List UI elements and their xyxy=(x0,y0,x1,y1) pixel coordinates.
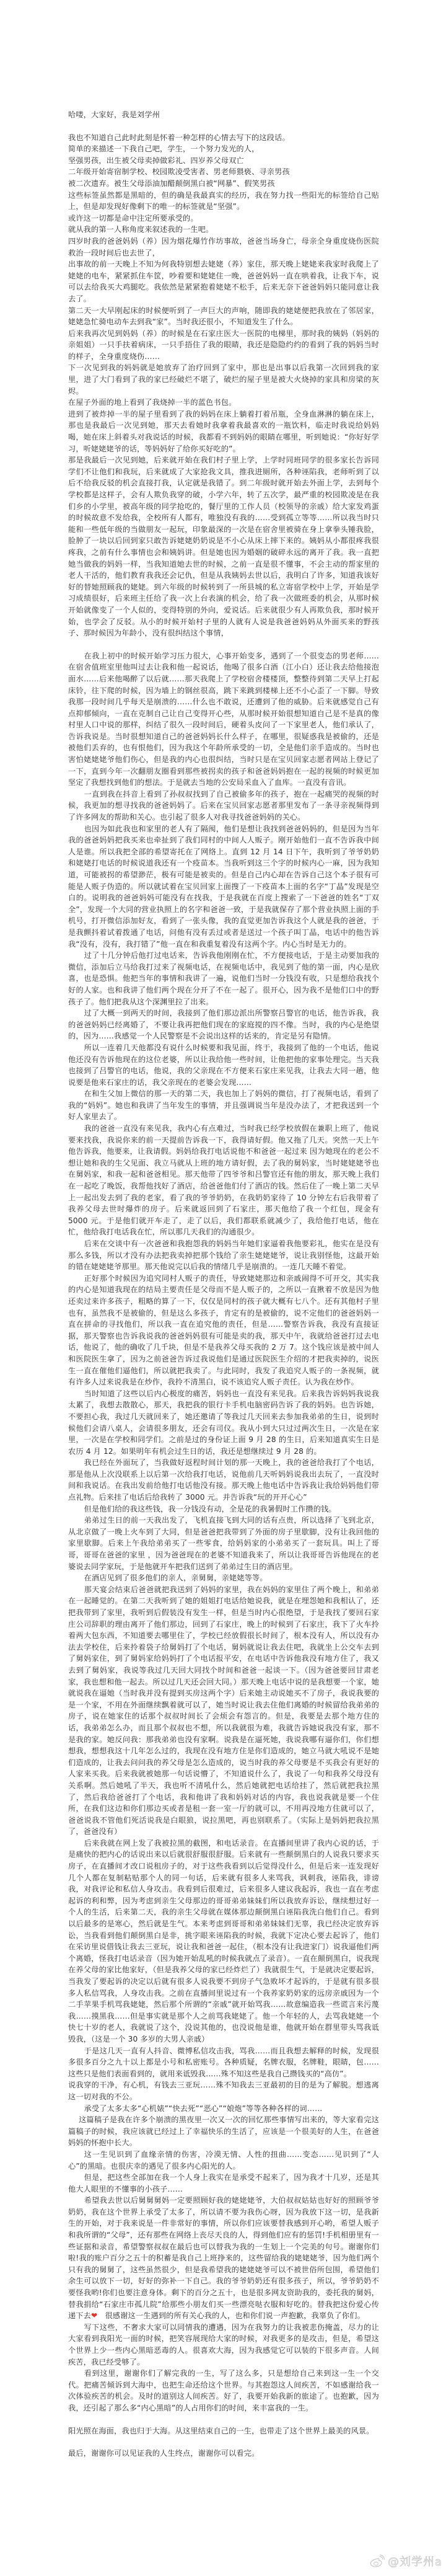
paragraph: 阳光照在海面，我也归于大海。从这里结束自己的一生，也带走了这个世界上最美的风景。 xyxy=(68,2426,374,2435)
paragraph: 写下这些，不奢求大家可以同情我的遭遇，因为在我努力的让我被悲伤掩盖，尽力的让大家看到我阳光一面的时候，把笑容展现给大家的时候，对我更多的是攻击，但是，希望这个世界上少一些内心黑暗恶毒的人。很喜欢大海，因为我感觉它可以装的下很多声音。人间疾苦，我已经受够了。 xyxy=(68,2322,379,2366)
greeting: 哈喽，大家好，我是刘学州 xyxy=(68,110,160,119)
paragraph: 在和生父加上微信的那一天的第二天，我也加上了妈妈的微信，打了视频电话，看到了我的“妈妈”。她也和我讲了当年发生的事情，并且强调说当年是没办法了，才把我送到一个好人家里去了。 xyxy=(68,1089,379,1122)
paragraph: 承受了太多太多“心机婊”“快去死”“恶心”“娘炮”等等各种各样的词…… xyxy=(84,2104,323,2113)
paragraph: 看到这里，谢谢你们了解完我的一生，写了这么多，只是想给自己来到这一生一个交代。把痛苦倾诉到大海中，也把生命还给这个世界。与其抱怨这人间疾苦，不如感谢给我一次体验疾苦的机会。及时的道别这人间疾苦。好了，我要开始我新的旅途了。也抱歉，因为我，还引起了那么多“内心黑暗”的人占用你们的时间，来丰富我的一生。 xyxy=(68,2369,379,2412)
paragraph: 坚强男孩，出生被父母卖掉做彩礼、四岁养父母双亡 xyxy=(68,156,244,165)
paragraph-text: 很感谢这一生遇到的所有关心我的人，也和你们说一声抱歉，我辜负了你们。 xyxy=(105,2311,365,2321)
paragraph: 二年级开始寄宿制学校、校园欺凌受害者、男老师猥亵、寻亲男孩 xyxy=(68,167,290,177)
paragraph: 过了大概一到两天的时间，我接到了他们那边派出所警察吕警官的电话，他告诉我，我的爸爸妈妈已经离婚了，不要让我再把他们现在的家庭搅的四不像。当时，我的内心是绝望的，因为……我感觉一个人民警察是不会说出这样的话来的，肯定是另有隐情。 xyxy=(68,1009,379,1041)
paragraph: 在屋子外面的地上看到了我烧掉一半的蓝色书包。 xyxy=(68,398,237,407)
paragraph: 或许这一切都是命中注定所要承受的。 xyxy=(68,213,198,223)
weibo-logo-icon xyxy=(369,2554,385,2568)
paragraph: 但是，把这些全部加在我一个人身上我实在是承受不起来了，因为我才十几岁，还是其他大人眼里的不懂事的小孩子…… xyxy=(68,2173,379,2193)
paragraph: 也因为如此我也和家里的老人有了隔阂，他们是想让我找到爸爸妈妈的，但是因为当年我的爸爸妈妈把我买来也牵扯到了我们同村的中间人人贩子。刚开始他们一直不告诉我中间人是谁。所以我把全部的希望寄托在了网络上。直到 12 月 14 日下午，我听到了爷爷奶奶和姥姥打电话的时候说道我还有一个疫苗本。当我听到这三个字的时候内心一麻，因为我知道，可能被拐的希望渺茫，极有可能是被卖的。但是自己内心却在告诉自己这个本子很有可能是人贩子伪造的。所以就试着在宝贝回家上面搜了一下疫苗本上面的名字“丁晶”发现是空白的。说明我的爸爸妈妈可能没有在找我，于是我就在百度上搜索了一下爸爸的姓名“丁双全”，发现一个大同的营业执照上的名字和爸爸一致，于是我就保存了那个营业执照上面的手机号，打开微信添加好友，看到了一张头像，我的直觉更加告诉我这个人就是我的爸爸，于是我颤抖着试着拨通了电话，问他有没有丢过或者是送过一个孩子叫丁晶，电话中的他告诉我“没有，没有，我打错了”他一直在和我重复着没有这两个字。内心当时是无力的。 xyxy=(68,824,379,949)
paragraph: 正好那个时候因为追究同村人贩子的责任，导致姥姥那边和亲戚闹得不可开交，其实我的内心是知道我现在的结局主要责任是父母而不是人贩子的，之所以一直揪着不放是因为他还卖过来许多孩子，粗略的算了一下，仅仅是同村的孩子就大概有七八个。还有其他村子里也有，虽然我不是被偷的，但是这么多孩子，肯定有的是被偷的，说不定他们的爸爸妈妈一直在拼命的寻找他们，所以我一直在追究他的责任，但是……警察告诉我，我没有直接证据，那天警察也告诉我说我的爸爸妈妈很有可能是卖的我，那天中午，我就给爸爸打过去电话，他说了，他的确收了几千块，但是不是我养父母买我的 2 万 7。这个钱应该是被中间人和医院医生拿了，因为之前爸爸告诉过我说他们是通过医院医生介绍的才把我卖掉的，说医生一直在催他们逼他们，所以就把我卖了。与此同时，我发了我追究人贩子的一条视频，就有许多人过来说我是在炒作，我拎不清黑白，说不该追究人贩子责任。认为我在炒作。 xyxy=(68,1273,379,1387)
paragraph: 被二次遗弃。被生父母添油加醋颠倒黑白被“网暴”、假笑男孩 xyxy=(68,179,275,188)
paragraph: 在酒店见到了很多他们的亲人，亲舅舅，亲姥姥等等。 xyxy=(84,1573,268,1583)
paragraph xyxy=(68,2195,379,2322)
paragraph: 但是他们给的我这些钱，我一分钱没有动，全是花的我暑假时工作攒的钱。 xyxy=(84,1504,336,1513)
paragraph: 后来我就在网上发了我被拉黑的截图，和电话录音。在直播间里讲了我内心说的话，于是痛快的把内心的话说出来以后就很舒服很舒服。后来就有一些颠倒黑白的人说我只要求买房子，在直播间才改口说租房子的，对于这些我看到以后觉得没什么，但是后来一连发现好几个人都在复制粘贴那个人的同一句话，后来就有很多人来骂我，讽刺我，诬陷我，诽谤我，对我评论和私信人身攻击。我看到后很难过，后来很多人建议我起诉，我也一直在考虑起诉的利和弊，因为考虑到亲生父母那边的哥哥弟弟妹妹们所以我放弃诉讼，继续想过好一个人的生活，后来第二天，我的亲生父母就在媒体那边颠倒黑白诬陷我洗白他们自己。看到以后最多的是寒心，然后就是生气。本来考虑到哥哥和弟弟妹妹们无辜，我已经决定放弃诉讼，当我看到他们颠倒黑白是非，挑字眼来诬陷我的时候，我就下定决心要去起诉了，他们在采访里说借钱让我去三亚玩，说让我和爸爸一起住，（根本没有让我进家门）说我逼他们两个离婚，怪我打电话录音（因为她开始乱吼的时候我就点了录音）。一直在颠倒黑白，说我现在养父母的家比他家好，（但是我养父母的家已经炸烂了）我就很生气，于是就决定要起诉，当我发了要起诉的决定以后就有很多人说我要不到房子气急败坏才起诉的，于是就有很多很多人私信骂我，人身攻击我。之前在直播间里说过有一个我养家奶奶家的远房亲戚因为一个二手苹果手机骂我姥姥，然后那个所谓的“亲戚”就开始骂我……故意编造我一些谎言来污蔑我……摸黑我……但是事实就是那个人之前骂我姥姥了。他一个年轻的人，去骂我姥姥一个快七十岁的老人，我就说了这个，没说其他的，也没说他是谁，他就开始在群里带头骂我诋毁我，（这是一个 30 多岁的大男人亲戚） xyxy=(68,1838,379,2043)
paragraph: 进到了被炸掉一半的屋子里看到了我的妈妈在床上躺着打着吊瓶，全身血淋淋的躺在床上，那也是我最后一次见到她，那天去看她时我拿着我最喜欢的一瓶饮料，临走时我说给妈妈喝，她在床上斜着头对我说话的时候，我都看不到妈妈的眼睛在哪里，听到她说：“你好好学习，听姥姥姥爷的话，等妈妈好了给你买好吃的”。 xyxy=(68,409,379,453)
paragraph: 说我穿的干净，有心机，有钱去三亚玩……殊不知我去三亚最初的目的是为了解脱。想逃离这一切对我的不公。 xyxy=(68,2081,379,2101)
watermark-text: @刘学州a xyxy=(387,2556,442,2569)
paragraph: 弟弟过生日的前一天我出发了，飞机直接飞到大同的话有点贵，所以选择了飞到北京，从北京做了一晚上火车到了大同，但是爸爸把我带到了外面的房子里歇脚，没有让我回他的家里歇脚。后来上午我给弟弟买了一些零食，给妈妈家的小弟弟买了一套玩具。叫上了哥哥，哥哥在爸爸的家里 ，因为爸爸现在的老婆不知道我来了，所以让我哥哥告诉他现在的老婆说去同学家玩，于是他就开车把我们送到了弟弟过生日的酒店里。 xyxy=(68,1516,379,1571)
paragraph: 出事故的前一天晚上不知为何我特别想去姥姥（养）家住，那天晚上姥姥来我家时我爬上了姥姥的电车，紧紧抓住车筐，吵着要和姥姥住一晚，爸爸妈妈一直在哄着我，让我下车，说可以去给我买大鸡腿吃。我依然是紧紧抱着姥姥不松手，后来无奈下爸爸妈妈只能同意让我去了。 xyxy=(68,260,379,303)
paragraph: 一直到我在抖音上看到了孙叔叔找到了自己被偷多年的孩子，抱在一起痛哭的视频的时候，我更加的想寻找我的爸爸妈妈了。后来在宝贝回家志愿者那里发布了一条寻亲视频得到了许多网友的帮助和关心。也引起了很多人对我寻找爸爸妈妈的关心。 xyxy=(68,789,379,822)
paragraph: 所以一连着几天他都没有说什么时候要和我见面，终于，我接到了他的一个电话，他说他还没有告诉他现在的这位老婆，所以让我给他一些时间，让他把他的家事处理完。当天我也接到了吕警官的电话，他说，我的父亲现在不方便来石家庄来见我，让我去大同一趟，他说要是他来石家庄的话，我父亲现在的老婆会发现…… xyxy=(68,1043,379,1087)
paragraph: 第二天一大早刚起床的时候便听到了一声巨大的声响，随即我的姥姥便把我放在了邻居家，姥姥急忙骑电动车去到我“家”。当时我还很小，不知道发生了什么。 xyxy=(68,306,379,327)
paragraph: 这些标签虽然都是黑暗的，但的确是我最真实的经历，我在努力找一些阳光的标签给自己贴上，但是却发现好像剩下的唯一的标签就是“坚强”。 xyxy=(68,190,379,211)
heart-icon: ❤ xyxy=(91,2311,98,2321)
paragraph: 我的爸爸一直没有来见我，我内心有点难过，当时我已经学校放假在兼职上班了，他说要来找我，我说你来的前一天提前告诉我一下，我得请好假。他又拖了几天。突然一天上午他告诉我，他要来，让我请假。妈妈给我打电话说他不和爸爸一起过来 因为她现在的老公不想让她和我的生父见面、我立马就从上班的地方请好假，去了我的舅妈家，当时姥姥姥爷也在舅妈家，和我一起和爸爸相见。那天他带了四爷爷和吕警官还有他的朋友，那天晚上我们在一起吃了晚饭，我帮他找好了酒店，给爸爸他们付了酒店的钱。然后住了一晚上第二天早上一起出发去到了我的老家，看了我的爷爷奶奶，在我奶奶家待了 10 分钟左右后我带着了我养父母去世时爆炸的房子。后来就返回到了石家庄，那天他给了我一个红包，现金有 5000 元。于是他们就开车走了，走了以后，我们都联系就减少了，我给他打电话，他在忙，他给我打电话我在忙，所以那几天我们的沟通很少。 xyxy=(68,1124,379,1237)
paragraph: 简单的来描述一下我自己吧，学生，一个努力发光的人， xyxy=(68,144,260,154)
paragraph: 那天宴会结束后爸爸就把我送到了妈妈的家里，我在妈妈的家里住了两个晚上，和弟弟在一起睡觉的。在第二天我听到了她的姐姐打电话给她说我，就是在埋怨她和我相认了，还把我带到了家里，我听到后假装没有发生一样，但是当时内心很绝望，于是我找了要回石家庄公司辞职的理由离开了他们那边，回到了石家庄，晚上的时候到了石家庄，我下了火车拎着两大包东西，不知道要去哪里住了，学校已经放假很长时间了，根本没有人，所以没有办法去学校住，后来拎着袋子给舅妈打了个电话，舅妈就说让我去住吧，我就坐上公交车去到了舅妈家住，到了舅妈家给妈妈打了个电话报平安，在电话中告诉他我没有地方住了，我又去到了舅妈家，我说等我过几天回大同找个时间和爸爸一起谈一下。（因为爸爸要回甘肃老家，我也想和他一起去。所以过几天还会回大同。）那天晚上电话中说的是我想要一个家，她就说我在逼她（当时我并没有提到买房这两个字）后来她主动说她买不了房子，我说我要的是一个家，不用在外面继续飘着就可以了，她当时说让我去住他们离婚的时候留给我弟弟的房子，说在她家住的话那个叔叔时间长了会烦会有怨言的。但是，我要是去那个地方住的话，我弟弟怎么办，而且那个叔叔也不想，所以我就很为难，我就告诉她说我没有家，那不是我的家。她反问我：那我弟弟也没有家啊。说我是在逼死她，我说我哪有逼你们，你们想想我，想想我这十几年怎么过的，我现在没有地方住是你们造成的，她立马就大吼说不是她们造成的，让我去问问我的养父母是怎么造成的，说当时我的养父母要是不买我会有更好的人家来买我。后来我就被她那一句话说懵了，不知道说什么了，我说了一句和我养父母没有关系啊。然后她吼了半天，我也听不清吼什么，然后她就把电话给挂了，然后就把我拉黑了，然后我给爸爸打了个电话，我和他讲了我和妈妈对话的内容，我也说我就是要一个住所，在我们这边和你们那边买或者是租一套一室一厅的就可以，不用再没地方住就可以了，爸爸说我不管他们死活说我是白眼狼，说拉黑吧，再也别联系了。（实际上是妈妈把我拉黑了，爸爸没有） xyxy=(68,1585,379,1836)
paragraph: 我也不知道自己此时此刻是怀着一种怎样的心情去写下的这段话。 xyxy=(68,133,290,142)
paragraph-text: 希望我去世以后舅舅舅妈一定要照顾好我的姥姥姥爷，大伯叔叔姑姑也好好的照顾爷爷奶奶，我在这个世界上承受了太多了，所以请不要为我伤心呀，因为我放下这一切，是我新生的开始，对于我来说是一件非常好的事情，所以你们应该要替我感到开心哟，希望人贩子和我所谓的“父母”，还有那些在网络上丧尽天良的人，得到他们应有的惩罚!手机相册里有一些证据和录音，希望警察叔叔在最后也可以替我为我的一生划上一个完美的句号。谢谢你们啦!我的账户百分之五十的积蓄是我自己上班挣来的，这些留给我的姥姥姥爷，因为他们两个只有我的舅舅了，这些虽然很少，但是我希望我的姥姥姥爷可以不被世俗所包围，希望他们余生可以放下一切，好好的弥补一下自己。我的爷爷奶奶还有很多孩子，所以，爷爷奶奶不要怪我哟!你们也要注意身体。剩下的百分之五十，也是很多网友资助我的，委托我的舅妈，替我捐给“石家庄市孤儿院”给那些小朋友们买一些漂亮哒衣服和好吃的。替我把这份爱心传递下去 xyxy=(68,2196,379,2321)
paragraph: 下一次见到我的妈妈就是她放弃了治疗回到了家中，那也是出事以后我第一次回到我的家里，进了大门看到了我的家已经破烂不堪了，破烂的屋子里是被大火烧掉的家具和房梁的灰烬。 xyxy=(68,363,379,396)
paragraph: 当时知道了这些以后内心极度的痛苦，妈妈也一直没有来见我。后来我告诉妈妈我说我太累了，我想去散散心，那天，我把我的银行卡手机电脑密码告诉了我的妈妈。也告诉她，不要担心我，我过几天就回来了，她还邀请了等我过几天回来去参加我弟弟的生日，说到时候他们会请八桌人，会请很多朋友，还会有司仪。我从小到大只过过两次生日，一次是在家里，一次是在学校和同学们。之前是过的身份证上面 9 月 28 的生日，后来知道真实生日是农历 4 月 12。如果明年有机会过生日的话，我还是想继续过 9 月 28 的。 xyxy=(68,1389,379,1456)
paragraph: 那是我最后一次见到她，后来就开始在我们村子里上学，上学时同班同学的很多家长告诉同学们不让他们和我玩，后来就成了大家抢我文具，推我进厕所，各种诬陷我，老师听到了以后不给我反驳的机会直接打我，认定就是我错了。到二年级时就开始去外面上学，去到每个学校都是这样子，会有人欺负我穿的破，小学六年，转了五次学，最严重的校园欺凌是在我们乡的小学里，被高年级的同学抢吃的，餐厅里的工作人员（校领导的亲戚）给大家发鸡蛋的时候故意不发给我，全校所有人都有，唯独没有我的……受到孤立等等……所以我当时只能和一些低年级的当做朋友一起玩，印象最深的一次是在宿舍里被骑在身上拿拳头锤我脸，脸肿了一块以后回到家只敢告诉姥姥奶奶说是不小心从床上摔下来的。姨妈从小都很疼我很疼我，之前有什么事情也会和姨妈讲。但是她也因为婚姻的破碎永远的离开了我。我一直把她当做我的妈妈一样，当我知道她去世的时候，之前一直是很不懂事，不会主动的帮家里的老人干活的，他们教育我我还会记仇，但是从我姨妈去世以后，我明白了许多，知道我该好好的替她照顾我的姥姥。到六年级的时候转到了一所县城的私立寄宿学校中上学，开始是学习成绩很好，后来班主任给了我一次上台表演的机会，给了我一次做班委的机会，从那时候开始就像变了一个人似的，变得特别的外向，爱说话。后来就很少有人再欺负我，那时候开始，也学会了反驳。从小的时候开始村子里的人就有人说是我爸爸妈妈从外面买来的野孩子、那时候因为年龄小，没有很纠结这个事情， xyxy=(68,456,379,638)
closing-line: 最后，谢谢你可以见证我的人生终点，谢谢你可以看完。 xyxy=(68,2449,260,2458)
paragraph: 后来在交谈中有一次爸爸和我抱怨我的妈妈当年她们家逼着我他要彩礼，他实在是没有那么多钱，所以才没有办法把我卖掉把那个钱给了亲生姥姥姥爷，说让我别怪他，这最开始的错在姥姥姥爷那里。那天他说完以后我的情绪几乎是崩溃的。一连几天睡不着觉。 xyxy=(68,1239,379,1272)
paragraph: 在我上初中的时候开始学习压力很大，心事开始变多，遇到了一个很变态的男老师……在宿舍值班室里他叫过去让我和他一起说话，他喝了很多白酒（江小白）还让我去给他接泡面水……后来他喝醉了以后就……那天我爬上了学校宿舍楼楼顶，整整待到第二天早上打起床铃，往下爬的时候，因为墙上的钢丝很高，跳下来跳到楼梯上还不小心歪了一下脚。导致我那一段时间几乎每天是崩溃的……什么也不敢说，还遭到了他的威胁。后来就感觉自己有点抑郁倾向，一直在克制自己让自己变得开心些，从那时候开始很想知道自己是不是真的像村里人口中说的那样，纠结了很久一段时间后，硬着头皮问了一下家里老人，他们承认了，告诉我说是。当时很想知道自己的爸爸妈妈长什么样子，在哪里，很疑惑我是被偷的，还是被他们丢弃的，也有恨他们，因为我这个年龄所承受的一切，全是他们亲手造成的。当时也害怕姥姥姥爷他们伤心，但是我的内心也很纠结，当时只是在宝贝回家志愿者网站上登记了一下，直到今年一次翻朋友圈看到那些被拐卖的孩子和爸爸妈妈抱在一起的视频的时候更加坚定了我想找到他们的想法。于是就去当地的公安局采血入了血库。一直没有音讯。 xyxy=(68,651,379,787)
paragraph: 这一生见识到了血缘亲情的伤害，冷漠无情、人性的扭曲……变态……见识到了“人心”的黑暗。也很庆幸的遇见了很多内心阳光的人。 xyxy=(68,2149,379,2171)
paragraph: 过了十几分钟后他打过电话来，告诉我他刚刚在忙，不方便接电话，于是主动要加我的微信，添加后立马给我打过来了视频电话，在视频电话中，我见到了他的第一面，内心是欣喜，也是恐惧。他把当年的事情和我讲了一遍，说他们当时一分钱没有收，只是想给我找个好的人家。也和我讲了他们两个现在分开了不在一起了。很开心，因为我不是他们口中的野孩子了。他们把我从这个深渊里拉了出来。 xyxy=(68,951,379,1006)
paragraph: 就从我的第一人称角度来叙述我的一生吧。 xyxy=(68,225,214,234)
paragraph: 后来我再次见到妈妈（养）的时候是在石家庄医大一医院的电梯里，那时我的姨妈（妈妈的亲姐姐）一只手扶着病床，一只手捂住了我的眼睛，我还是隐隐约约的看到了我的妈妈当时的样子，全身重度烧伤…… xyxy=(68,329,379,361)
paragraph: 四岁时我的爸爸妈妈（养）因为烟花爆竹作坊事故，爸爸当场身亡，母亲全身重度烧伤医院救治一段时间后也去世了， xyxy=(68,236,379,257)
weibo-watermark xyxy=(369,2552,442,2570)
paragraph: 我已经在外面玩了，当我做好返程时间计划的那一天晚上，我的爸爸给我打了个电话，那是他从上次没联系上以后第一次给我打电话，说他前几天听妈妈说我出去玩了，一直没时间和我说话。在我出发前给他打电话他没有接。那天晚上他电话中告诉我让我给妈妈他们带点礼物。后来挂了电话后给我转了 3000 元。并告诉我“玩的开开心心” xyxy=(68,1458,379,1502)
letter-document xyxy=(68,109,379,2459)
paragraph: 于是这几天一直有人抖音、微博私信攻击我，骂我……而且我想去解释的时候，发现很多很多百分之九十以上都是小号和私密账号。各种质疑，名牌衣服，名牌鞋，眼睛，包……这些只是他们表面看到的，就用来诋毁我……殊不知这些是我自己攒钱买的“高仿”。 xyxy=(68,2046,379,2078)
paragraph: 这篇稿子是我在许多个崩溃的黑夜里一次又一次的回忆那些事情写出来的，等大家看完这篇稿子的时候，我应该就已经过上了幸福快乐的生活了，应该是一个很美好的人生，在爸爸妈妈的怀抱中长大。 xyxy=(68,2115,379,2148)
